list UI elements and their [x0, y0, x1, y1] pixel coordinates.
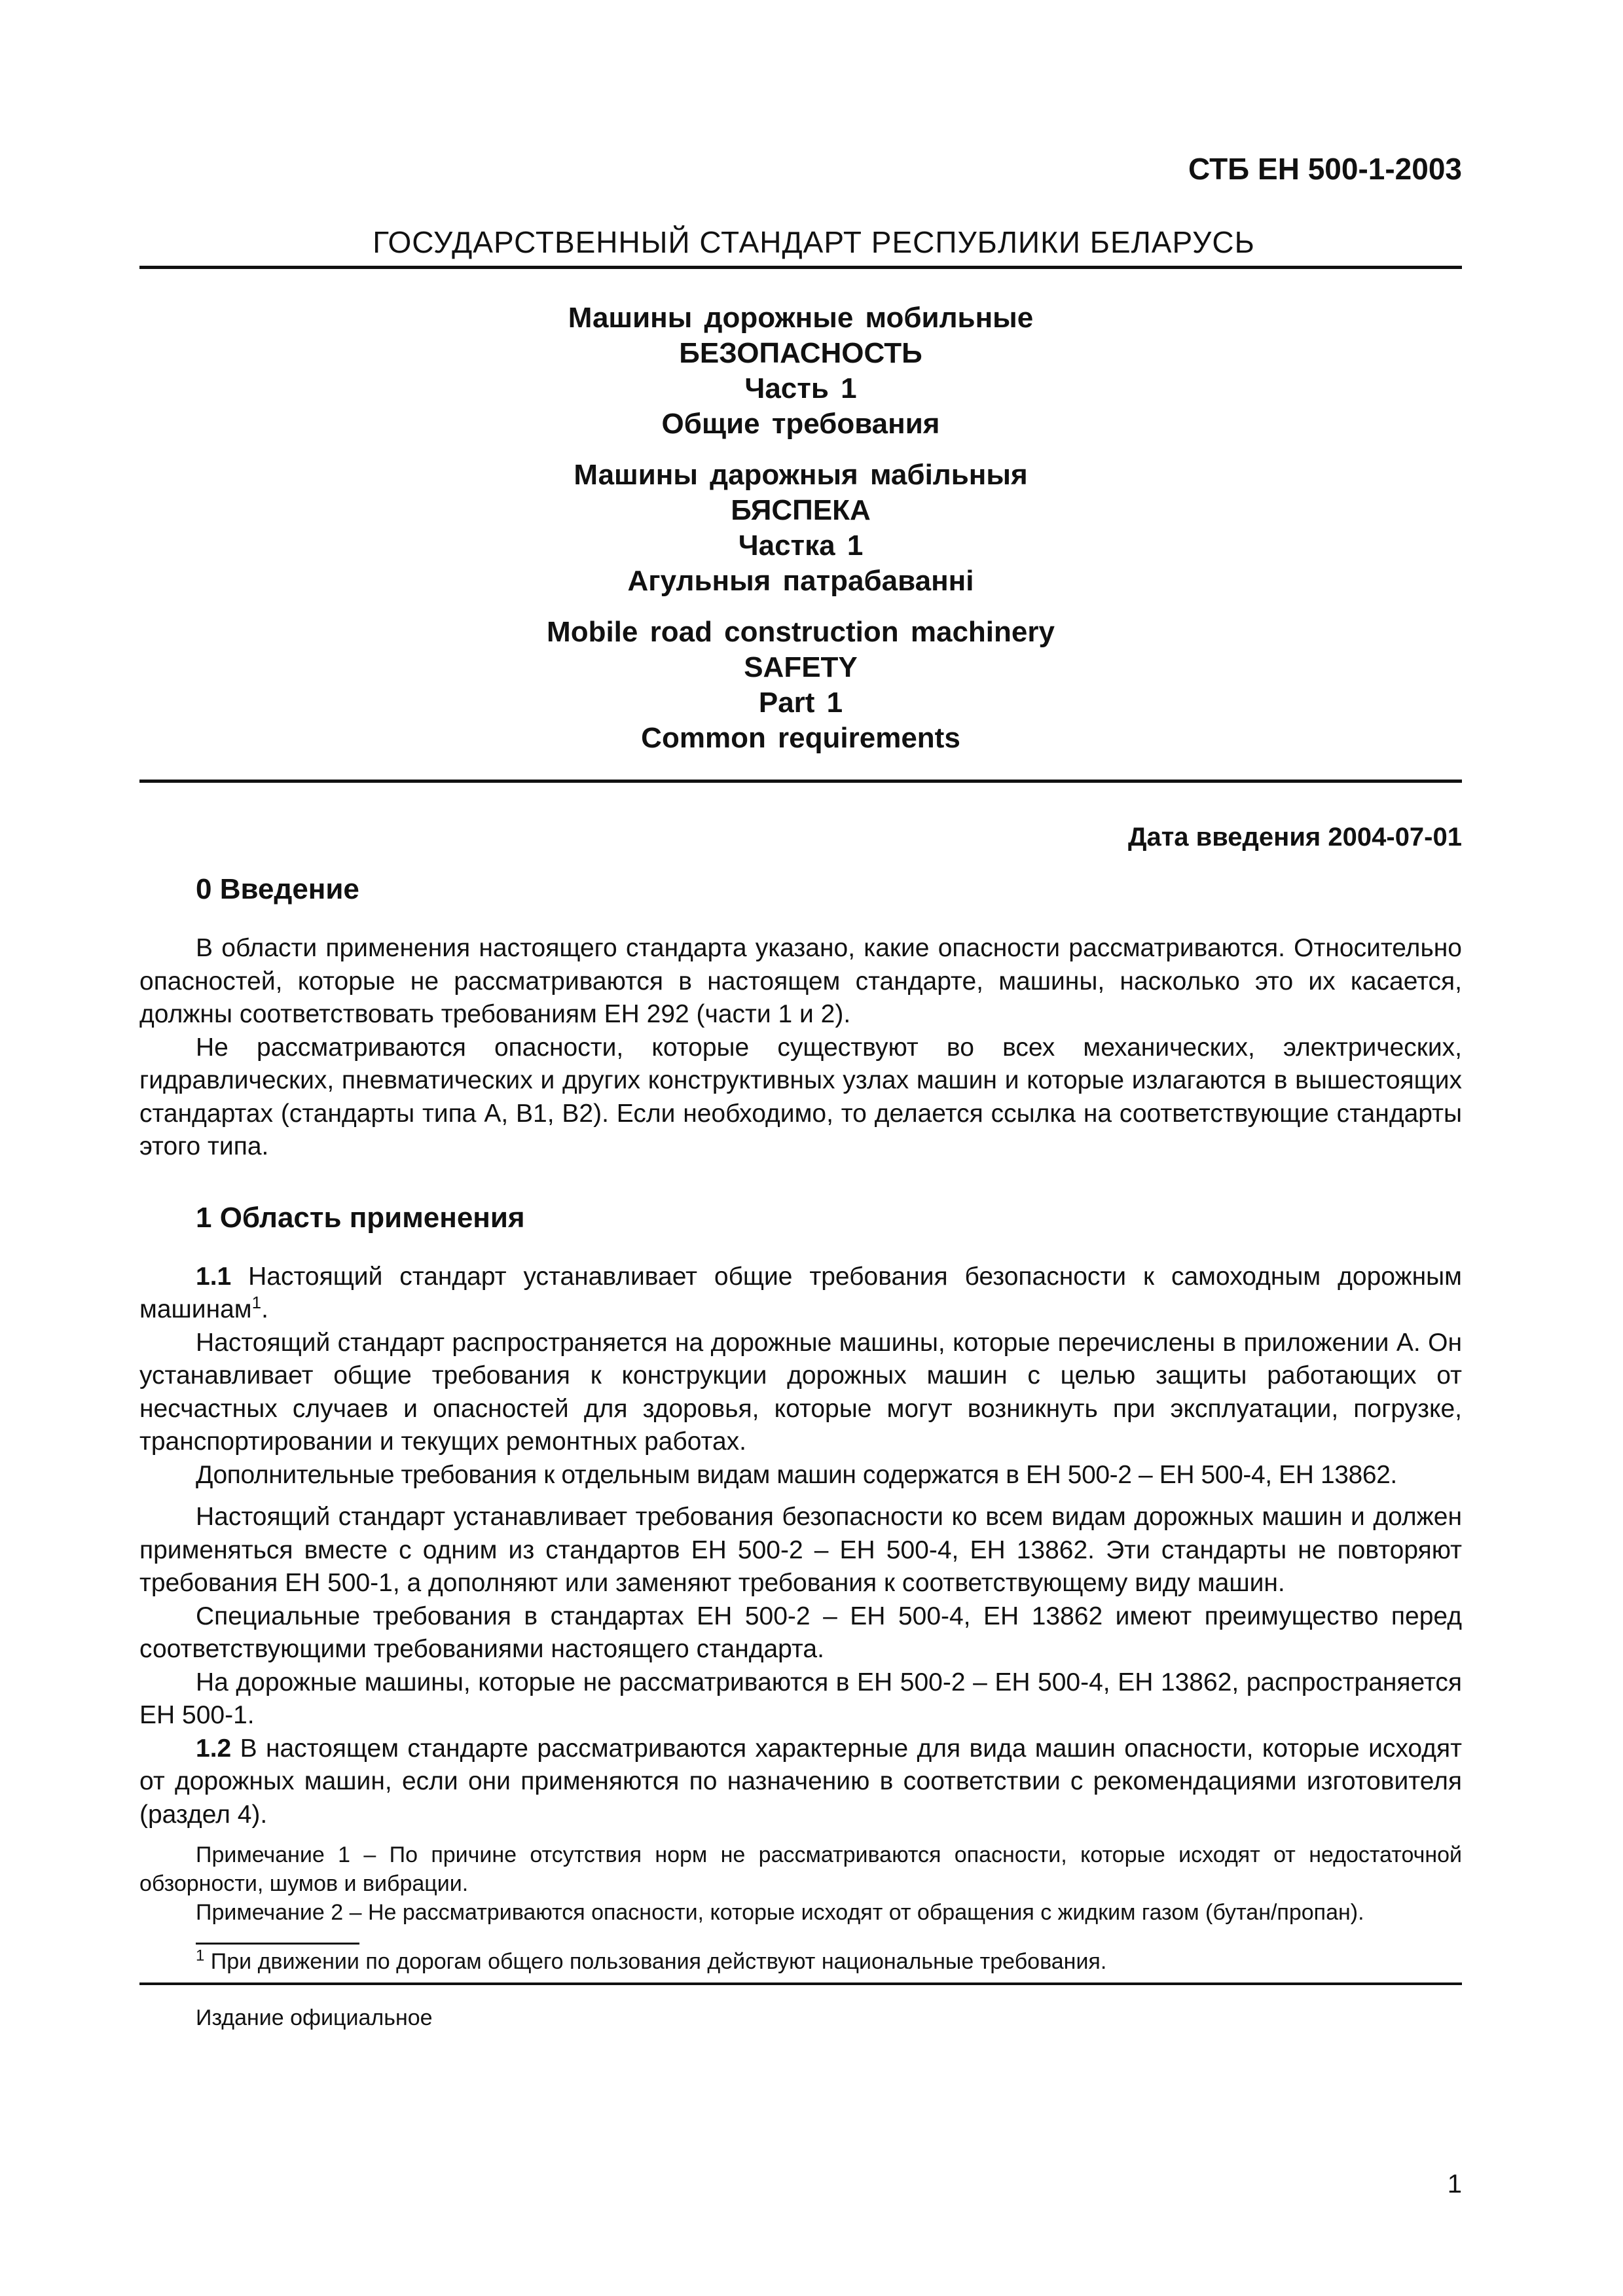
titles-block: [139, 300, 1462, 756]
clause-text: Настоящий стандарт устанавливает общие требования безопасности к самоходным дорожным машинам: [139, 1262, 1462, 1323]
footnote-ref: 1: [251, 1293, 262, 1312]
title-line: Общие требования: [661, 408, 940, 440]
clause-number: 1.2: [196, 1734, 232, 1763]
clause-1-2: [139, 1732, 1462, 1832]
clause-1-1: [139, 1261, 1462, 1327]
title-line: БЯСПЕКА: [731, 494, 871, 526]
header-rule: [139, 266, 1462, 269]
note-1: Примечание 1 – По причине отсутствия норм не рассматриваются опасности, которые исходят от недостаточной обзорности, шумов и вибрации.: [139, 1842, 1462, 1896]
standard-code: СТБ ЕН 500-1-2003: [1188, 152, 1462, 186]
title-belarusian: [139, 457, 1462, 599]
note-2: Примечание 2 – Не рассматриваются опасности, которые исходят от обращения с жидким газом (бутан/пропан).: [196, 1900, 1364, 1925]
official-edition-label: Издание официальное: [196, 2005, 433, 2030]
clause-text: В настоящем стандарте рассматриваются характерные для вида машин опасности, которые исходят от дорожных машин, если они применяются по назначению в соответствии с рекомендациями изготовителя (раздел 4).: [139, 1734, 1462, 1829]
government-standard-title: ГОСУДАРСТВЕННЫЙ СТАНДАРТ РЕСПУБЛИКИ БЕЛАРУСЬ: [373, 225, 1255, 259]
section-1-paragraph: На дорожные машины, которые не рассматриваются в ЕН 500-2 – ЕН 500-4, ЕН 13862, распространяется ЕН 500-1.: [139, 1668, 1462, 1729]
footnote: [196, 1947, 1462, 1976]
section-0-heading: 0 Введение: [196, 873, 359, 905]
spacer: [139, 1831, 1462, 1840]
title-line: Mobile road construction machinery: [547, 616, 1055, 648]
title-line: SAFETY: [744, 651, 858, 683]
title-line: Машины дорожные мобильные: [568, 302, 1034, 334]
footnote-rule: [196, 1943, 359, 1945]
section-1-paragraph: Специальные требования в стандартах ЕН 500-2 – ЕН 500-4, ЕН 13862 имеют преимущество перед соответствующими требованиями настоящего стандарта.: [139, 1602, 1462, 1663]
footnote-text: При движении по дорогам общего пользования действуют национальные требования.: [204, 1949, 1107, 1974]
clause-text-end: .: [261, 1295, 268, 1323]
bottom-rule: [139, 1982, 1462, 1985]
title-line: Part 1: [758, 687, 843, 719]
title-line: Частка 1: [738, 529, 864, 562]
page-number: 1: [1447, 2170, 1462, 2198]
section-1-paragraph: Настоящий стандарт распространяется на дорожные машины, которые перечислены в приложении А. Он устанавливает общие требования к конструкции дорожных машин с целью защиты работающих от несчастных случаев и опасностей для здоровья, которые могут возникнуть при эксплуатации, погрузке, транспортировании и текущих ремонтных работах.: [139, 1328, 1462, 1456]
title-line: Агульныя патрабаванні: [627, 565, 974, 597]
section-1-paragraph: Настоящий стандарт устанавливает требования безопасности ко всем видам дорожных машин и должен применяться вместе с одним из стандартов ЕН 500-2 – ЕН 500-4, ЕН 13862. Эти стандарты не повторяют требования ЕН 500-1, а дополняют или заменяют требования к соответствующему виду машин.: [139, 1503, 1462, 1597]
section-0-paragraph: Не рассматриваются опасности, которые существуют во всех механических, электрических, гидравлических, пневматических и других конструктивных узлах машин и которые излагаются в вышестоящих стандартах (стандарты типа А, В1, В2). Если необходимо, то делается ссылка на соответствующие стандарты этого типа.: [139, 1033, 1462, 1160]
section-0-paragraph: В области применения настоящего стандарта указано, какие опасности рассматриваются. Относительно опасностей, которые не рассматриваются в настоящем стандарте, машины, насколько это их касается, должны соответствовать требованиям ЕН 292 (части 1 и 2).: [139, 934, 1462, 1028]
title-russian: [139, 300, 1462, 442]
introduction-date: Дата введения 2004-07-01: [1127, 823, 1462, 852]
spacer: [139, 1492, 1462, 1501]
title-line: Common requirements: [641, 722, 960, 754]
title-line: Машины дарожныя мабільныя: [574, 459, 1028, 491]
document-page: [139, 151, 1462, 2032]
section-1-heading: 1 Область применения: [196, 1201, 525, 1234]
title-line: БЕЗОПАСНОСТЬ: [679, 337, 922, 369]
title-line: Часть 1: [744, 372, 857, 404]
titles-rule: [139, 780, 1462, 783]
clause-number: 1.1: [196, 1262, 232, 1291]
footnote-mark: 1: [196, 1946, 205, 1965]
title-english: [139, 615, 1462, 756]
section-1-paragraph: Дополнительные требования к отдельным видам машин содержатся в ЕН 500-2 – ЕН 500-4, ЕН 13862.: [196, 1460, 1397, 1489]
